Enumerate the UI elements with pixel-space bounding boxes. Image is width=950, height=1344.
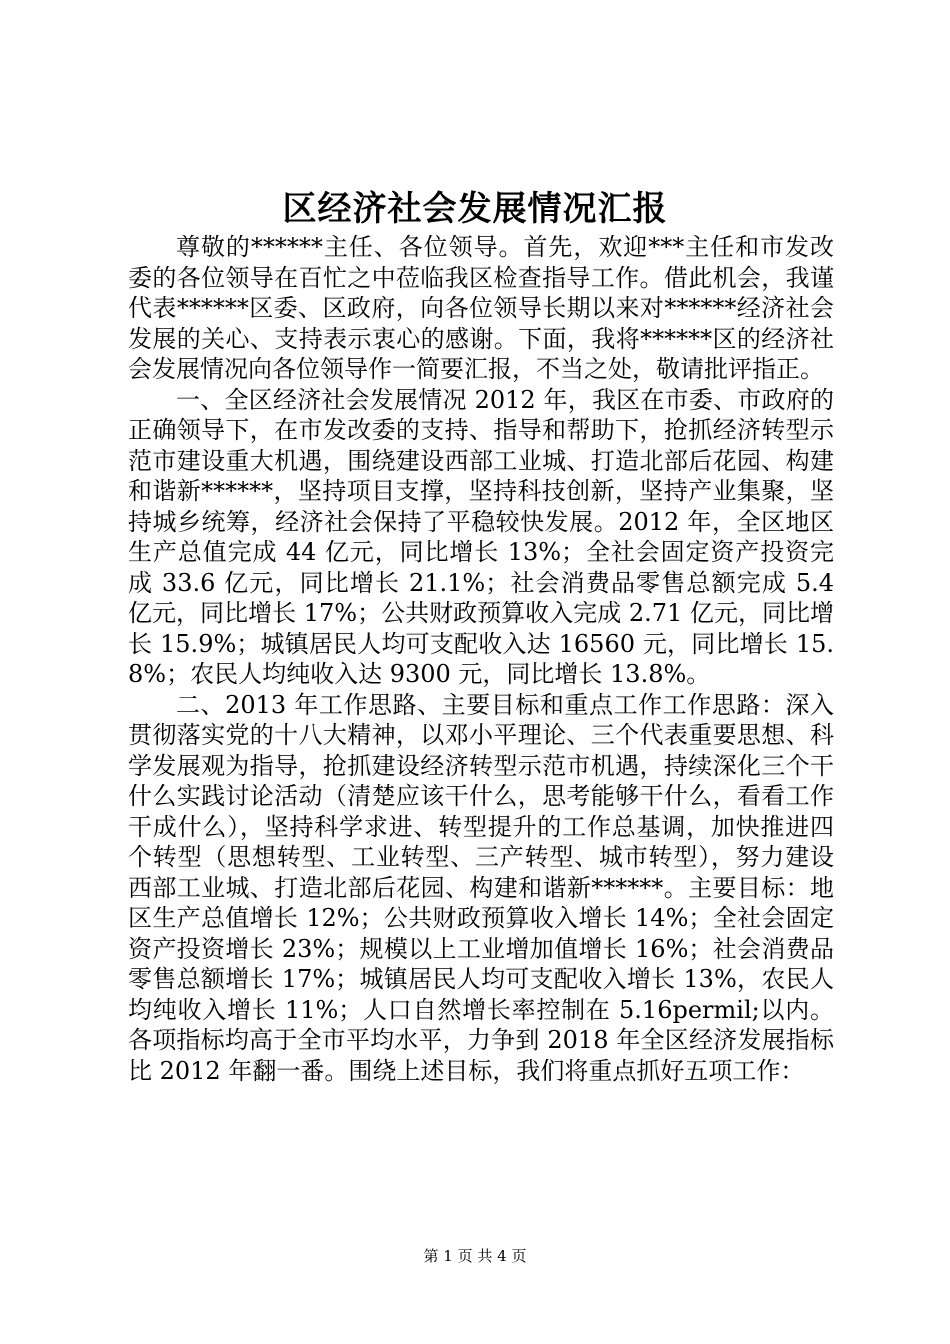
page-footer: 第 1 页 共 4 页 <box>423 1247 527 1265</box>
document-title: 区经济社会发展情况汇报 <box>282 189 668 229</box>
document-body <box>128 232 834 1086</box>
paragraph-section-two: 二、2013 年工作思路、主要目标和重点工作工作思路：深入贯彻落实党的十八大精神，以邓小平理论、三个代表重要思想、科学发展观为指导，抢抓建设经济转型示范市机遇，持续深化三个干什么实践讨论活动（清楚应该干什么，思考能够干什么，看看工作干成什么），坚持科学求进、转型提升的工作总基调，加快推进四个转型（思想转型、工业转型、三产转型、城市转型），努力建设西部工业城、打造北部后花园、构建和谐新******。主要目标：地区生产总值增长 12%；公共财政预算收入增长 14%；全社会固定资产投资增长 23%；规模以上工业增加值增长 16%；社会消费品零售总额增长 17%；城镇居民人均可支配收入增长 13%，农民人均纯收入增长 11%；人口自然增长率控制在 5.16permil;以内。各项指标均高于全市平均水平，力争到 2018 年全区经济发展指标比 2012 年翻一番。围绕上述目标，我们将重点抓好五项工作： <box>128 690 834 1085</box>
paragraph-greeting: 尊敬的******主任、各位领导。首先，欢迎***主任和市发改委的各位领导在百忙之中莅临我区检查指导工作。借此机会，我谨代表******区委、区政府，向各位领导长期以来对******经济社会发展的关心、支持表示衷心的感谢。下面，我将******区的经济社会发展情况向各位领导作一简要汇报，不当之处，敬请批评指正。 <box>128 233 834 383</box>
paragraph-section-one: 一、全区经济社会发展情况 2012 年，我区在市委、市政府的正确领导下，在市发改委的支持、指导和帮助下，抢抓经济转型示范市建设重大机遇，围绕建设西部工业城、打造北部后花园、构建和谐新******，坚持项目支撑，坚持科技创新，坚持产业集聚，坚持城乡统筹，经济社会保持了平稳较快发展。2012 年，全区地区生产总值完成 44 亿元，同比增长 13%；全社会固定资产投资完成 33.6 亿元，同比增长 21.1%；社会消费品零售总额完成 5.4 亿元，同比增长 17%；公共财政预算收入完成 2.71 亿元，同比增长 15.9%；城镇居民人均可支配收入达 16560 元，同比增长 15.8%；农民人均纯收入达 9300 元，同比增长 13.8%。 <box>128 385 834 688</box>
